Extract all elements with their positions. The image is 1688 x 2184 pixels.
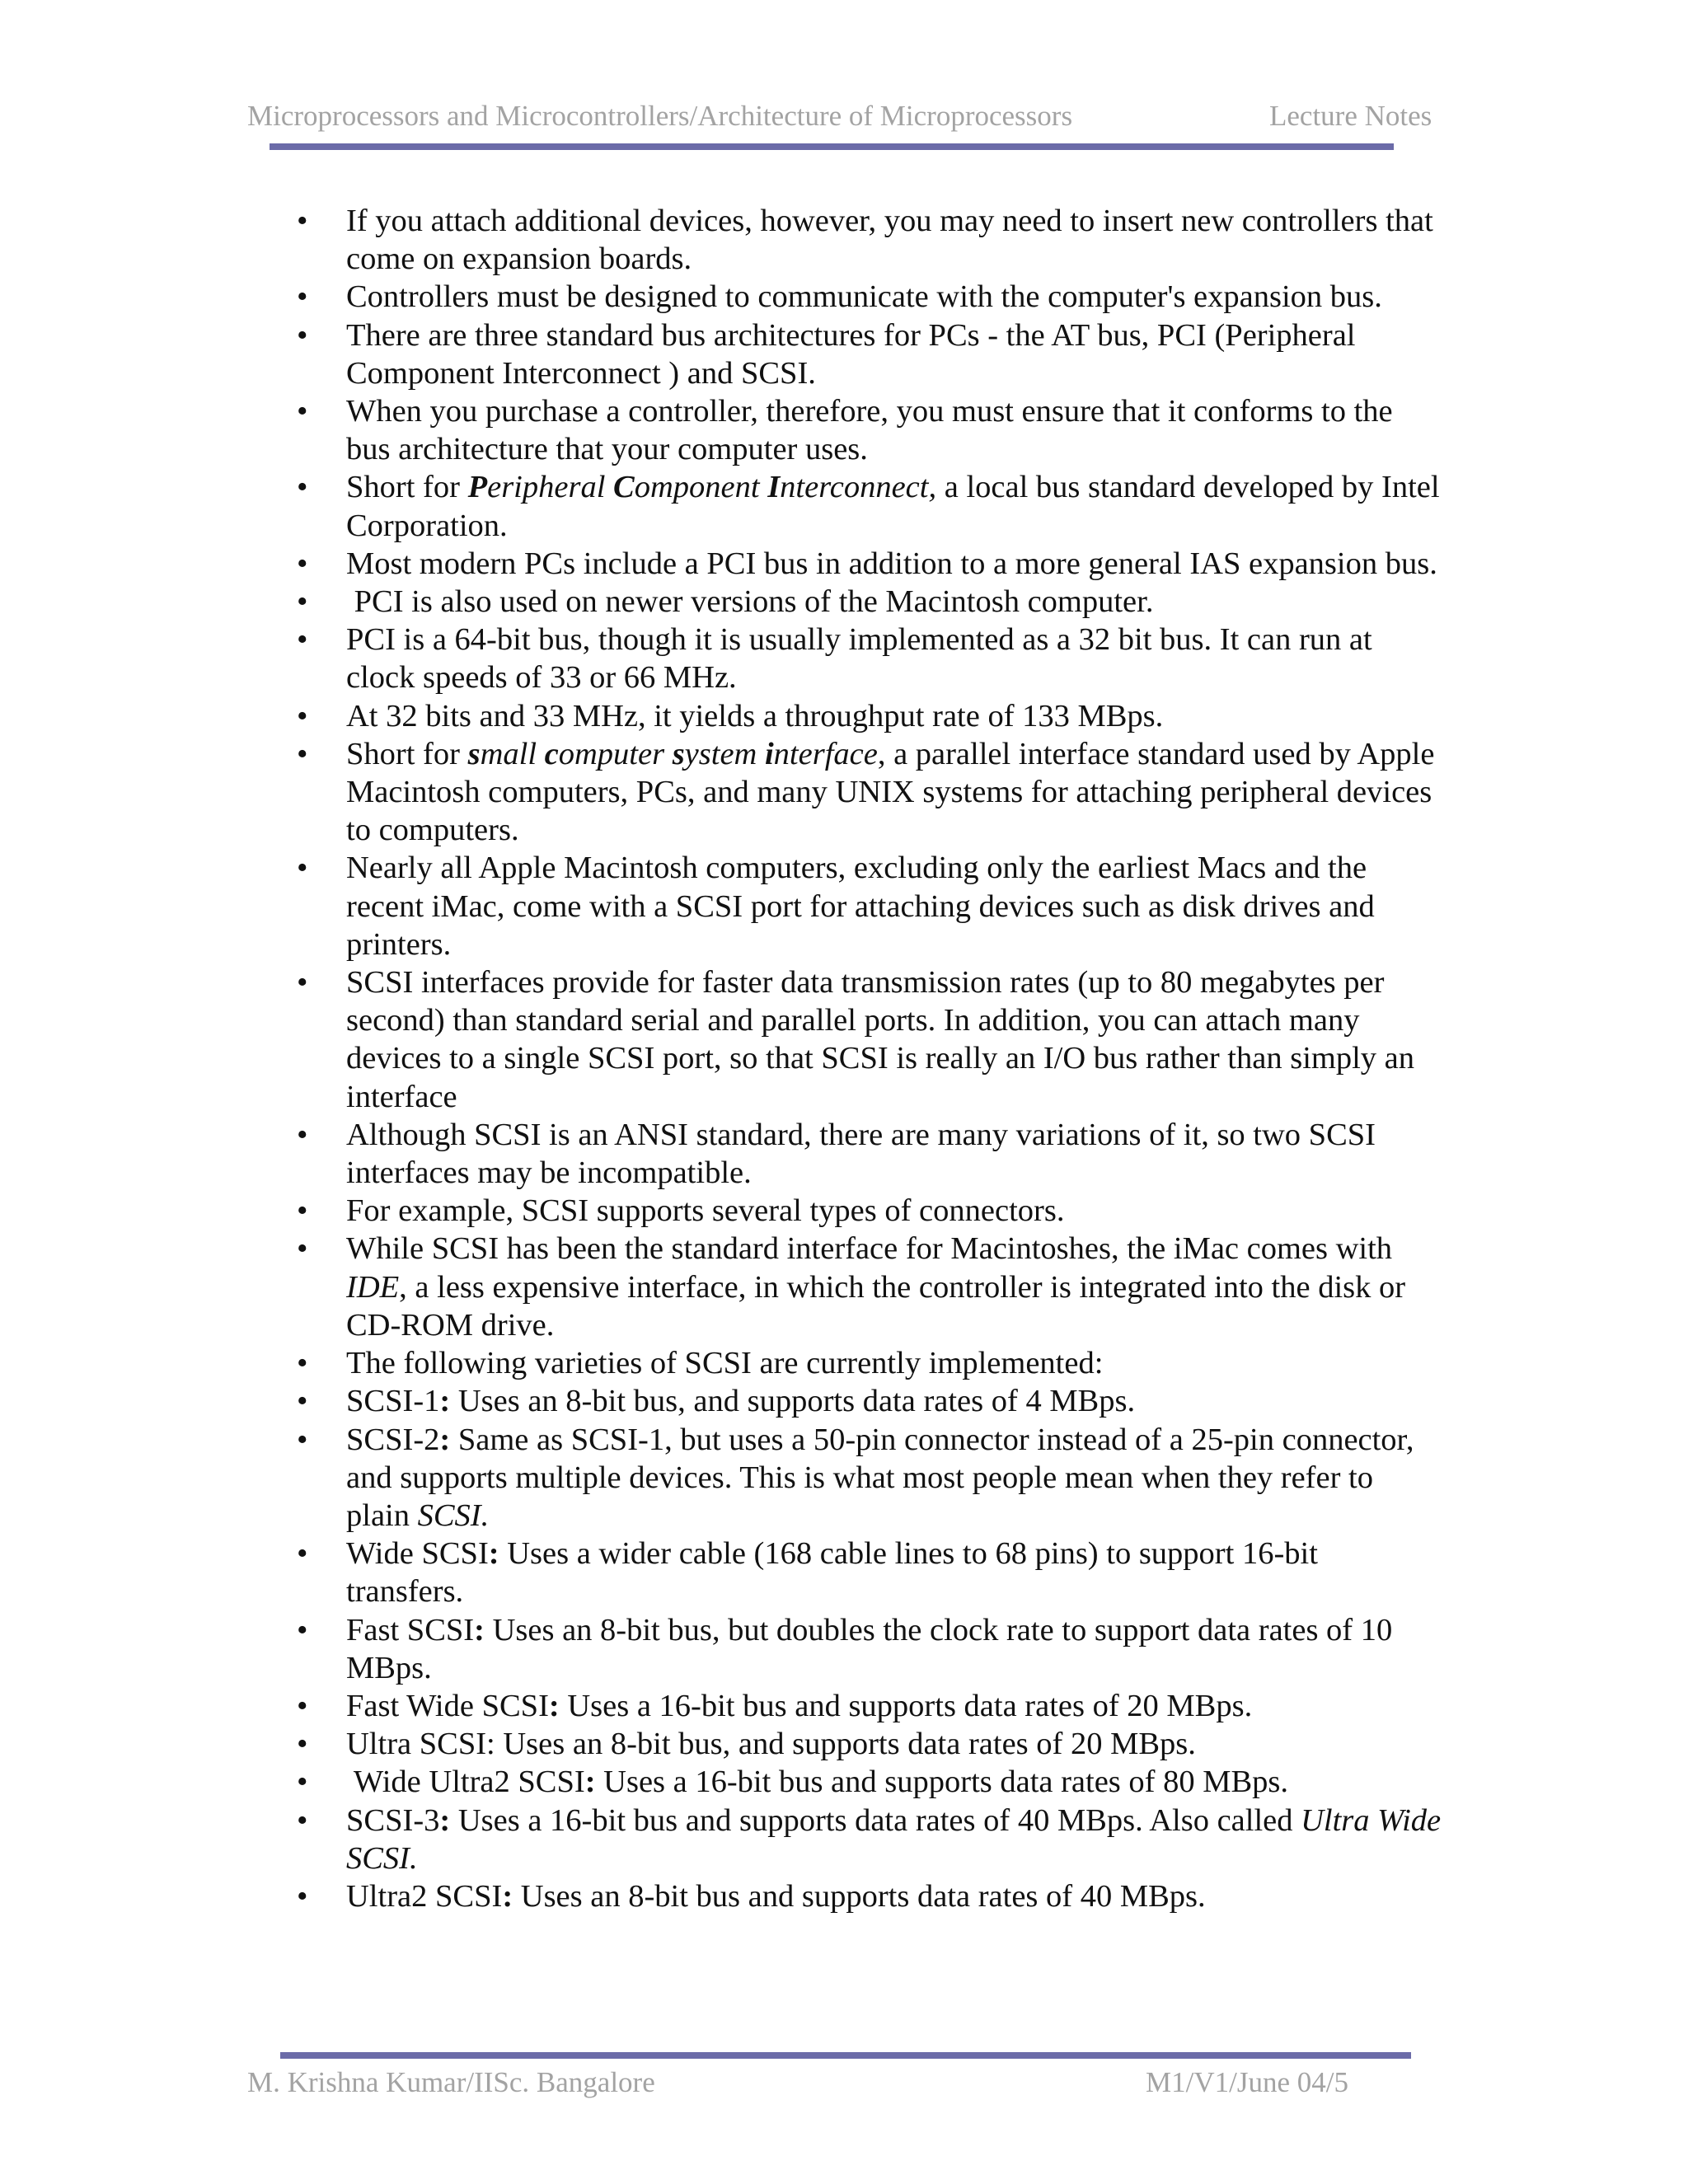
- list-item: [0, 1687, 1442, 1725]
- list-item: [0, 392, 1442, 468]
- list-item: [0, 621, 1442, 696]
- list-item-text: Fast SCSI: Uses an 8-bit bus, but doubles the clock rate to support data rates of 10 MBps.: [346, 1612, 1393, 1685]
- header-lecture-notes: Lecture Notes: [1269, 100, 1432, 132]
- header-course-title: Microprocessors and Microcontrollers/Architecture of Microprocessors: [247, 100, 1073, 132]
- list-item: [0, 1382, 1442, 1420]
- list-item-text: Most modern PCs include a PCI bus in addition to a more general IAS expansion bus.: [346, 546, 1437, 581]
- list-item: [0, 1421, 1442, 1535]
- list-item: [0, 735, 1442, 850]
- list-item: [0, 1877, 1442, 1915]
- bullet-marker: •: [297, 1346, 308, 1381]
- list-item: [0, 1725, 1442, 1763]
- bullet-marker: •: [297, 317, 308, 353]
- bullet-marker: •: [297, 1727, 308, 1762]
- list-item: [0, 1535, 1442, 1610]
- header-rule: [270, 143, 1394, 150]
- bullet-marker: •: [297, 1422, 308, 1457]
- bullet-marker: •: [297, 546, 308, 581]
- bullet-marker: •: [297, 698, 308, 733]
- bullet-marker: •: [297, 394, 308, 429]
- list-item-text: SCSI-1: Uses an 8-bit bus, and supports data rates of 4 MBps.: [346, 1384, 1136, 1419]
- bullet-marker: •: [297, 1536, 308, 1572]
- list-item: [0, 1192, 1442, 1230]
- list-item-text: Ultra SCSI: Uses an 8-bit bus, and supports data rates of 20 MBps.: [346, 1727, 1196, 1762]
- list-item-text: If you attach additional devices, however, you may need to insert new controllers that come on expansion boards.: [346, 204, 1433, 277]
- bullet-marker: •: [297, 470, 308, 505]
- list-item: [0, 1611, 1442, 1687]
- bullet-marker: •: [297, 851, 308, 886]
- list-item-text: Wide Ultra2 SCSI: Uses a 16-bit bus and supports data rates of 80 MBps.: [346, 1765, 1289, 1800]
- list-item: [0, 1802, 1442, 1877]
- list-item-text: At 32 bits and 33 MHz, it yields a throughput rate of 133 MBps.: [346, 698, 1164, 733]
- list-item-text: For example, SCSI supports several types of connectors.: [346, 1193, 1065, 1229]
- list-item-text: Fast Wide SCSI: Uses a 16-bit bus and supports data rates of 20 MBps.: [346, 1688, 1253, 1723]
- footer-rule: [280, 2052, 1411, 2059]
- list-item-text: Ultra2 SCSI: Uses an 8-bit bus and supports data rates of 40 MBps.: [346, 1878, 1206, 1914]
- lecture-bullet-list: [0, 202, 1688, 1915]
- list-item-text: While SCSI has been the standard interface for Macintoshes, the iMac comes with IDE, a less expensive interface, in which the controller is integrated into the disk or CD-ROM drive.: [346, 1231, 1406, 1343]
- list-item: [0, 849, 1442, 963]
- bullet-marker: •: [297, 1765, 308, 1800]
- list-item-text: SCSI-2: Same as SCSI-1, but uses a 50-pin connector instead of a 25-pin connector, and supports multiple devices. This is what most people mean when they refer to plain SCSI.: [346, 1422, 1414, 1533]
- list-item: [0, 316, 1442, 392]
- list-item-text: SCSI-3: Uses a 16-bit bus and supports data rates of 40 MBps. Also called Ultra Wide SCSI.: [346, 1802, 1442, 1876]
- bullet-marker: •: [297, 279, 308, 315]
- list-item-text: PCI is also used on newer versions of the Macintosh computer.: [346, 584, 1154, 620]
- list-item-text: Short for Peripheral Component Interconnect, a local bus standard developed by Intel Corporation.: [346, 470, 1440, 543]
- list-item-text: When you purchase a controller, therefore, you must ensure that it conforms to the bus architecture that your computer uses.: [346, 394, 1393, 467]
- bullet-marker: •: [297, 1612, 308, 1647]
- list-item: [0, 583, 1442, 621]
- bullet-marker: •: [297, 622, 308, 658]
- list-item-text: PCI is a 64-bit bus, though it is usually implemented as a 32 bit bus. It can run at clock speeds of 33 or 66 MHz.: [346, 622, 1372, 696]
- list-item: [0, 202, 1442, 278]
- bullet-marker: •: [297, 736, 308, 771]
- list-item-text: There are three standard bus architectures for PCs - the AT bus, PCI (Peripheral Component Interconnect ) and SCSI.: [346, 317, 1356, 391]
- bullet-marker: •: [297, 584, 308, 620]
- list-item-text: SCSI interfaces provide for faster data transmission rates (up to 80 megabytes per second) than standard serial and parallel ports. In addition, you can attach many devices to a single SCSI port, so that SCSI is really an I/O bus rather than simply an interface: [346, 965, 1414, 1114]
- list-item: [0, 1344, 1442, 1382]
- footer-author: M. Krishna Kumar/IISc. Bangalore: [247, 2066, 655, 2098]
- list-item: [0, 697, 1442, 735]
- bullet-marker: •: [297, 1688, 308, 1723]
- list-item-text: Wide SCSI: Uses a wider cable (168 cable lines to 68 pins) to support 16-bit transfers.: [346, 1536, 1318, 1610]
- list-item: [0, 468, 1442, 544]
- bullet-marker: •: [297, 1802, 308, 1838]
- bullet-marker: •: [297, 204, 308, 238]
- bullet-marker: •: [297, 1193, 308, 1229]
- bullet-marker: •: [297, 1384, 308, 1419]
- list-item: [0, 545, 1442, 583]
- list-item-text: Although SCSI is an ANSI standard, there are many variations of it, so two SCSI interfaces may be incompatible.: [346, 1117, 1376, 1191]
- list-item: [0, 1116, 1442, 1192]
- bullet-marker: •: [297, 1117, 308, 1152]
- list-item: [0, 278, 1442, 316]
- list-item-text: The following varieties of SCSI are currently implemented:: [346, 1346, 1104, 1381]
- list-item-text: Controllers must be designed to communicate with the computer's expansion bus.: [346, 279, 1382, 315]
- list-item-text: Short for small computer system interface, a parallel interface standard used by Apple Macintosh computers, PCs, and many UNIX systems for attaching peripheral devices to computers.: [346, 736, 1435, 848]
- footer-page-ref: M1/V1/June 04/5: [1146, 2066, 1348, 2098]
- list-item: [0, 963, 1442, 1116]
- bullet-marker: •: [297, 965, 308, 1001]
- bullet-marker: •: [297, 1878, 308, 1914]
- list-item: [0, 1230, 1442, 1344]
- bullet-marker: •: [297, 1231, 308, 1267]
- list-item-text: Nearly all Apple Macintosh computers, excluding only the earliest Macs and the recent iMac, come with a SCSI port for attaching devices such as disk drives and printers.: [346, 851, 1375, 962]
- list-item: [0, 1763, 1442, 1801]
